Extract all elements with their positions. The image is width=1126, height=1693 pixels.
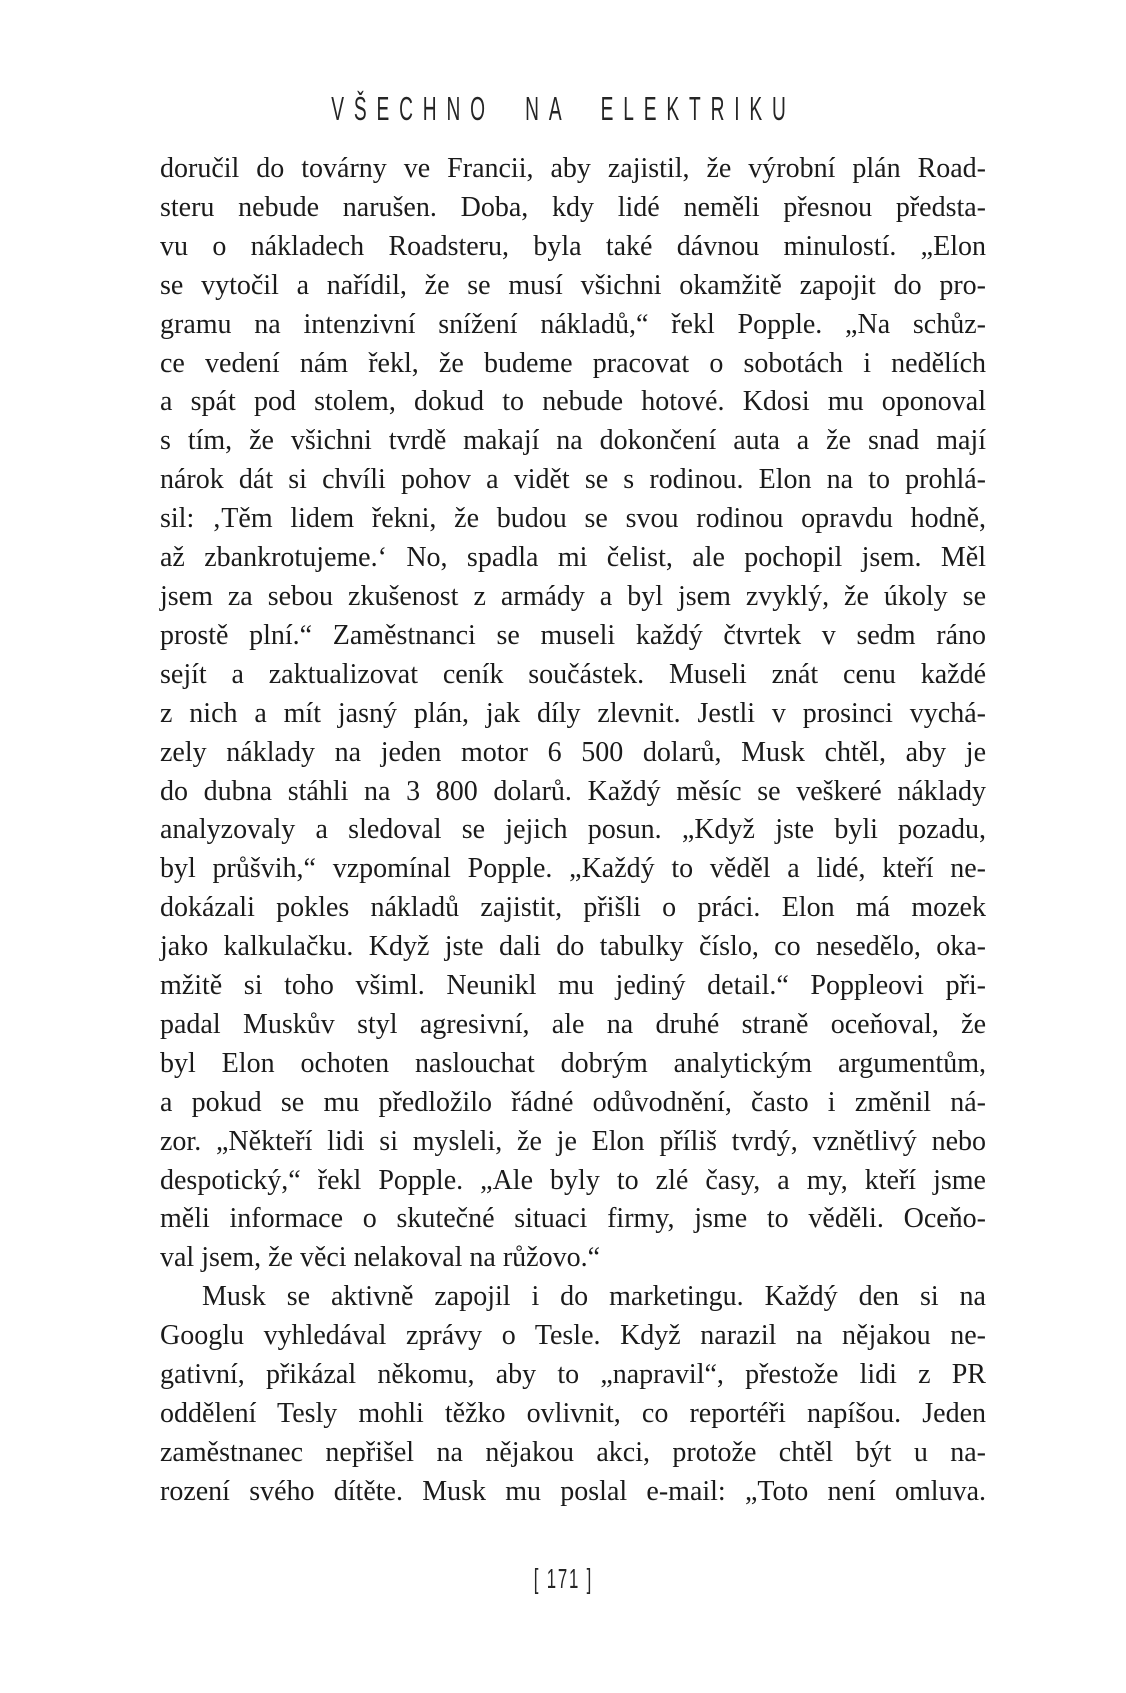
text-line: s tím, že všichni tvrdě makají na dokončení auta a že snad mají (160, 425, 986, 457)
text-line: Musk se aktivně zapojil i do marketingu. Každý den si na (202, 1281, 986, 1313)
page-footer (150, 1563, 976, 1595)
text-line: jsem za sebou zkušenost z armády a byl jsem zvyklý, že úkoly se (160, 580, 986, 612)
text-line: rození svého dítěte. Musk mu poslal e-mail: „Toto není omluva. (160, 1475, 986, 1507)
text-line: vu o nákladech Roadsteru, byla také dávnou minulostí. „Elon (160, 230, 986, 262)
text-line: ce vedení nám řekl, že budeme pracovat o sobotách i nedělích (160, 347, 986, 379)
text-line: se vytočil a nařídil, že se musí všichni okamžitě zapojit do pro- (160, 269, 986, 301)
text-line: sil: ‚Těm lidem řekni, že budou se svou rodinou opravdu hodně, (160, 503, 986, 535)
page-number: [ 171 ] (533, 1563, 593, 1594)
text-line: gativní, přikázal někomu, aby to „napravil“, přestože lidi z PR (160, 1359, 986, 1391)
text-line: steru nebude narušen. Doba, kdy lidé neměli přesnou předsta- (160, 191, 986, 223)
text-line: nárok dát si chvíli pohov a vidět se s rodinou. Elon na to prohlá- (160, 464, 986, 496)
running-header (150, 90, 976, 128)
text-line: val jsem, že věci nelakoval na růžovo.“ (160, 1242, 601, 1274)
text-line: a spát pod stolem, dokud to nebude hotové. Kdosi mu oponoval (160, 386, 986, 418)
running-header-text: VŠECHNO NA ELEKTRIKU (330, 90, 796, 127)
text-line: byl Elon ochoten naslouchat dobrým analytickým argumentům, (160, 1047, 986, 1079)
text-line: analyzovaly a sledoval se jejich posun. „Když jste byli pozadu, (160, 814, 986, 846)
text-line: oddělení Tesly mohli těžko ovlivnit, co reportéři napíšou. Jeden (160, 1398, 986, 1429)
text-line: byl průšvih,“ vzpomínal Popple. „Každý to věděl a lidé, kteří ne- (160, 853, 986, 885)
text-line: zely náklady na jeden motor 6 500 dolarů, Musk chtěl, aby je (160, 736, 986, 768)
text-line: sejít a zaktualizovat ceník součástek. Museli znát cenu každé (160, 658, 986, 690)
text-line: dokázali pokles nákladů zajistit, přišli o práci. Elon má mozek (160, 892, 986, 924)
text-line: mžitě si toho všiml. Neunikl mu jediný detail.“ Poppleovi při- (160, 970, 986, 1002)
body-text (160, 150, 986, 1512)
text-line: do dubna stáhli na 3 800 dolarů. Každý měsíc se veškeré náklady (160, 775, 986, 807)
text-line: jako kalkulačku. Když jste dali do tabulky číslo, co nesedělo, oka- (160, 931, 986, 963)
text-line: z nich a mít jasný plán, jak díly zlevnit. Jestli v prosinci vychá- (160, 697, 986, 729)
text-line: despotický,“ řekl Popple. „Ale byly to zlé časy, a my, kteří jsme (160, 1164, 986, 1196)
text-line: zor. „Někteří lidi si mysleli, že je Elon příliš tvrdý, vznětlivý nebo (160, 1125, 986, 1157)
text-line: prostě plní.“ Zaměstnanci se museli každý čtvrtek v sedm ráno (160, 619, 986, 651)
text-line: doručil do továrny ve Francii, aby zajistil, že výrobní plán Road- (160, 153, 986, 184)
text-line: zaměstnanec nepřišel na nějakou akci, protože chtěl být u na- (160, 1436, 986, 1468)
text-line: gramu na intenzivní snížení nákladů,“ řekl Popple. „Na schůz- (160, 308, 986, 340)
text-line: až zbankrotujeme.‘ No, spadla mi čelist, ale pochopil jsem. Měl (160, 542, 986, 574)
text-line: a pokud se mu předložilo řádné odůvodnění, často i změnil ná- (160, 1086, 986, 1118)
text-line: padal Muskův styl agresivní, ale na druhé straně oceňoval, že (160, 1008, 986, 1040)
text-line: měli informace o skutečné situaci firmy, jsme to věděli. Oceňo- (160, 1203, 986, 1235)
text-line: Googlu vyhledával zprávy o Tesle. Když narazil na nějakou ne- (160, 1320, 986, 1352)
